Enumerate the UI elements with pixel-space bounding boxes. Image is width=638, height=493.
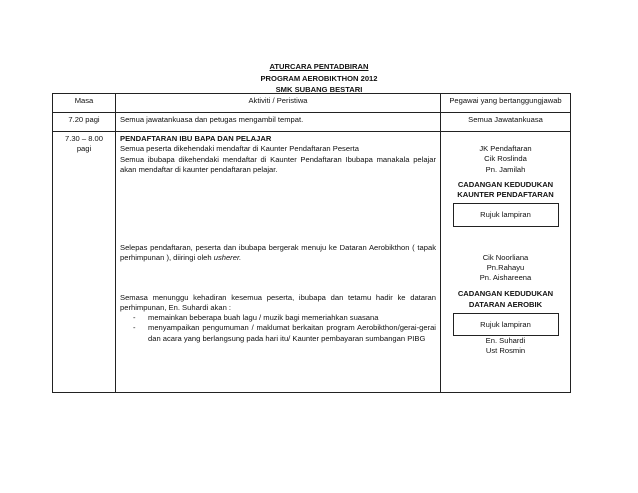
officer-name: En. Suhardi <box>485 336 526 345</box>
officer-name: Cik Noorliana <box>482 252 529 262</box>
header-title: ATURCARA PENTADBIRAN <box>269 62 369 71</box>
officer-name: Pn. Aishareena <box>479 273 532 282</box>
section-title: PENDAFTARAN IBU BAPA DAN PELAJAR <box>120 134 272 143</box>
cadangan-label: CADANGAN KEDUDUKAN <box>457 179 554 189</box>
time-cell: 7.20 pagi <box>53 113 116 132</box>
activity-paragraph: Semasa menunggu kehadiran kesemua peserta, ibubapa dan tetamu hadir ke dataran perhimpunan, En. Suhardi akan : <box>120 292 436 312</box>
officer-name: Pn.Rahayu <box>486 262 525 272</box>
activity-paragraph: Semua peserta dikehendaki mendaftar di Kaunter Pendaftaran Peserta <box>120 144 359 154</box>
rujuk-lampiran-box: Rujuk lampiran <box>453 313 559 336</box>
officer-name: Pn. Jamilah <box>485 164 526 174</box>
activity-list <box>120 313 436 344</box>
table-header-row <box>53 94 571 113</box>
list-item: - memainkan beberapa buah lagu / muzik bagi memeriahkan suasana <box>148 313 436 323</box>
paragraph-emphasis: usherer. <box>213 253 242 263</box>
document-header <box>0 61 638 96</box>
cadangan-label: DATARAN AEROBIK <box>468 299 543 309</box>
col-pegawai: Pegawai yang bertanggungjawab <box>441 94 571 113</box>
officer-name: Ust Rosmin <box>485 346 526 356</box>
activity-cell <box>116 132 441 393</box>
activity-cell: Semua jawatankuasa dan petugas mengambil tempat. <box>116 113 441 132</box>
cadangan-label: KAUNTER PENDAFTARAN <box>457 190 554 199</box>
list-item: - menyampaikan pengumuman / maklumat berkaitan program Aerobikthon/gerai-gerai dan acara yang berlangsung pada hari itu/ Kaunter pembayaran sumbangan PIBG <box>148 323 436 344</box>
col-masa: Masa <box>53 94 116 113</box>
header-school: SMK SUBANG BESTARI <box>275 85 363 94</box>
table-row <box>53 132 571 393</box>
activity-paragraph: Semua ibubapa dikehendaki mendaftar di Kaunter Pendaftaran Ibubapa manakala pelajar akan mendaftar di kaunter pendaftaran pelajar. <box>120 154 436 174</box>
table-row <box>53 113 571 132</box>
rujuk-lampiran-box: Rujuk lampiran <box>453 203 559 226</box>
header-program: PROGRAM AEROBIKTHON 2012 <box>260 73 378 83</box>
activity-paragraph <box>120 243 436 264</box>
time-cell: 7.30 – 8.00 pagi <box>53 132 116 393</box>
officer-name: JK Pendaftaran <box>479 144 532 153</box>
paragraph-text: Selepas pendaftaran, peserta dan ibubapa bergerak menuju ke Dataran Aerobikthon ( tapak perhimpunan ), diiringi oleh <box>120 243 436 263</box>
col-aktiviti: Aktiviti / Peristiwa <box>116 94 441 113</box>
officer-name: Cik Roslinda <box>484 154 527 164</box>
schedule-table <box>52 93 571 393</box>
officer-cell: Semua Jawatankuasa <box>441 113 571 132</box>
officer-cell <box>441 132 571 393</box>
cadangan-label: CADANGAN KEDUDUKAN <box>457 289 554 299</box>
